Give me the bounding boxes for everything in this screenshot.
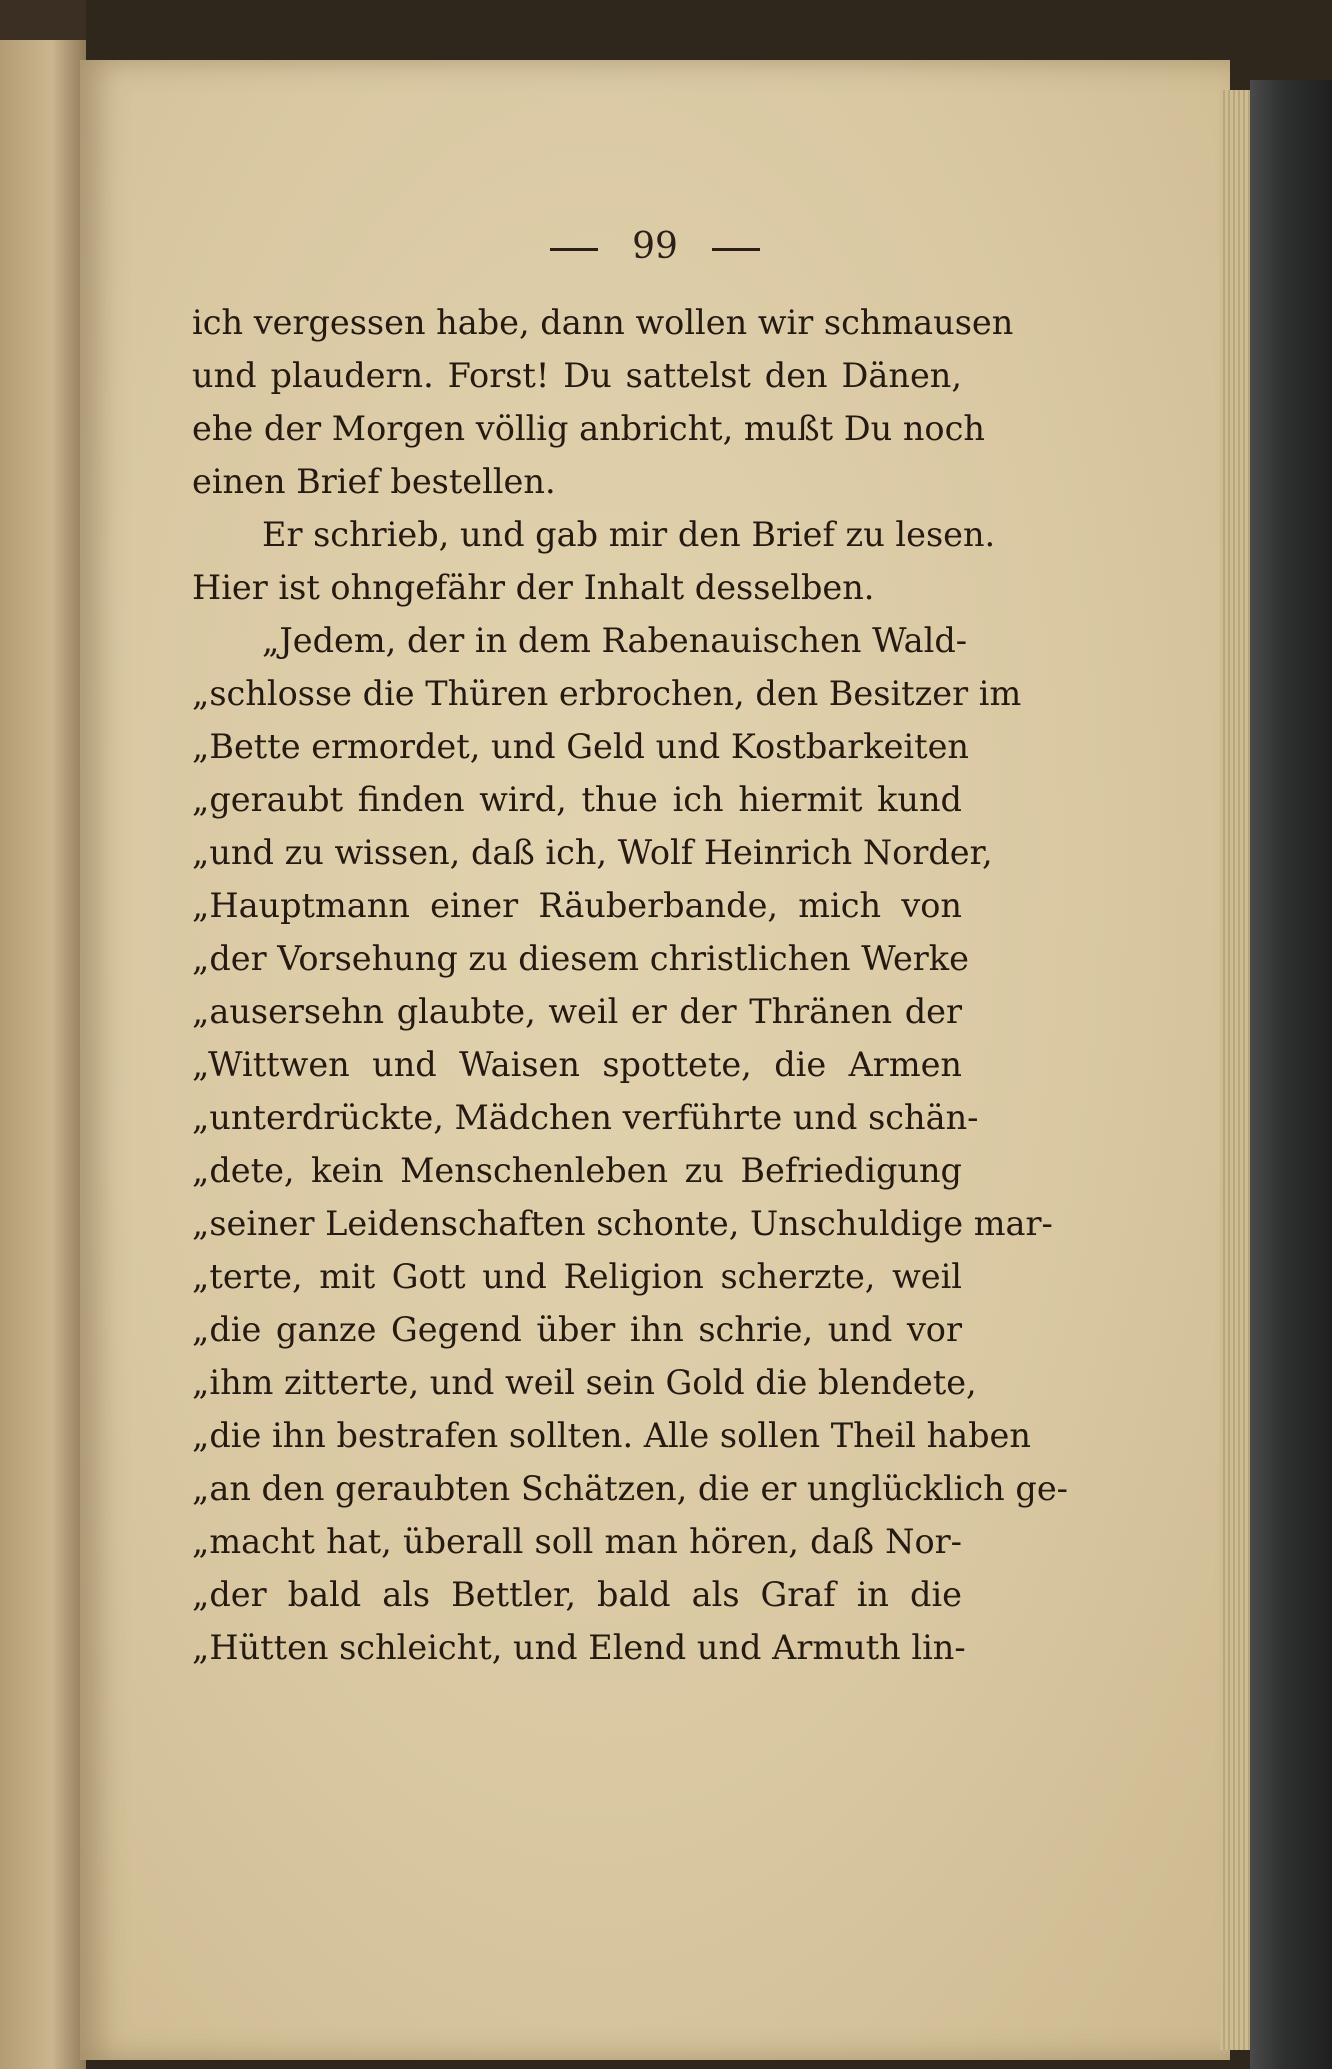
text-line: „die ganze Gegend über ihn schrie, und vor bbox=[192, 1310, 962, 1349]
text-line: „schlosse die Thüren erbrochen, den Besitzer im bbox=[192, 674, 1022, 713]
text-line: „unterdrückte, Mädchen verführte und schän- bbox=[192, 1098, 979, 1137]
text-line: „der bald als Bettler, bald als Graf in die bbox=[192, 1575, 962, 1614]
text-line: „die ihn bestrafen sollten. Alle sollen Theil haben bbox=[192, 1416, 1031, 1455]
text-line: „an den geraubten Schätzen, die er unglücklich ge- bbox=[192, 1469, 1068, 1508]
text-line: „ausersehn glaubte, weil er der Thränen der bbox=[192, 992, 962, 1031]
text-line: „Hauptmann einer Räuberbande, mich von bbox=[192, 886, 962, 925]
book-cover bbox=[1250, 80, 1332, 2069]
page-header bbox=[80, 226, 1230, 267]
header-dash-left bbox=[550, 248, 598, 251]
text-line: und plaudern. Forst! Du sattelst den Dänen, bbox=[192, 356, 962, 395]
text-line: „der Vorsehung zu diesem christlichen Werke bbox=[192, 939, 969, 978]
text-line: „terte, mit Gott und Religion scherzte, weil bbox=[192, 1257, 962, 1296]
text-line: „seiner Leidenschaften schonte, Unschuldige mar- bbox=[192, 1204, 1053, 1243]
page-number: 99 bbox=[632, 226, 678, 267]
text-line: „Jedem, der in dem Rabenauischen Wald- bbox=[262, 621, 968, 660]
left-page-shadow bbox=[0, 0, 86, 44]
page-stack-edge bbox=[1220, 90, 1250, 2050]
header-dash-right bbox=[712, 248, 760, 251]
text-line: „und zu wissen, daß ich, Wolf Heinrich Norder, bbox=[192, 833, 993, 872]
text-line: „Wittwen und Waisen spottete, die Armen bbox=[192, 1045, 962, 1084]
text-line: einen Brief bestellen. bbox=[192, 462, 556, 501]
text-line: „ihm zitterte, und weil sein Gold die blendete, bbox=[192, 1363, 977, 1402]
text-line: „dete, kein Menschenleben zu Befriedigung bbox=[192, 1151, 962, 1190]
text-line: „Hütten schleicht, und Elend und Armuth lin- bbox=[192, 1628, 966, 1667]
text-line: ich vergessen habe, dann wollen wir schmausen bbox=[192, 303, 1014, 342]
text-line: Er schrieb, und gab mir den Brief zu lesen. bbox=[262, 515, 996, 554]
text-line: „Bette ermordet, und Geld und Kostbarkeiten bbox=[192, 727, 969, 766]
body-text bbox=[192, 296, 1068, 1674]
text-line: „geraubt finden wird, thue ich hiermit kund bbox=[192, 780, 962, 819]
left-page-margin bbox=[0, 40, 86, 2069]
text-line: ehe der Morgen völlig anbricht, mußt Du noch bbox=[192, 409, 985, 448]
text-line: Hier ist ohngefähr der Inhalt desselben. bbox=[192, 568, 875, 607]
text-line: „macht hat, überall soll man hören, daß Nor- bbox=[192, 1522, 962, 1561]
